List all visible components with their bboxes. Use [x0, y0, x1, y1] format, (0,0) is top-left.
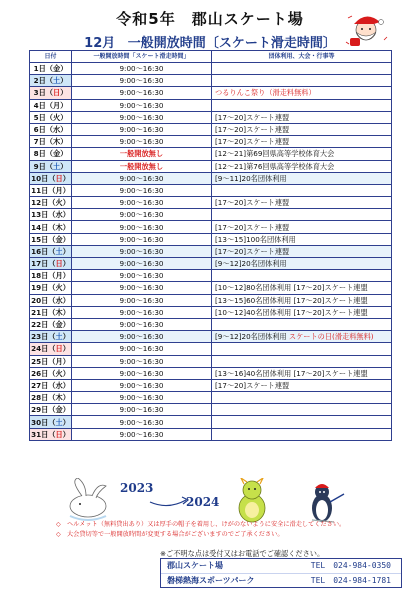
table-row: [30, 416, 392, 428]
day-of-week: 土: [55, 246, 63, 256]
day-of-week: 土: [55, 332, 63, 342]
open-hours-cell: 9:00〜16:30: [72, 99, 212, 111]
open-hours-cell: 9:00〜16:30: [72, 367, 212, 379]
day-of-week: 金: [53, 64, 61, 74]
date-cell: 16日（土）: [31, 246, 70, 256]
event-text: [17〜20]スケート連盟: [215, 137, 290, 147]
event-text: [10〜12]40名団体利用 [17〜20]スケート連盟: [215, 307, 368, 317]
open-hours-cell: 9:00〜16:30: [72, 331, 212, 343]
day-number: 22日: [31, 320, 49, 330]
open-hours-cell: 9:00〜16:30: [72, 136, 212, 148]
table-row: [30, 392, 392, 404]
date-cell: 29日（金）: [31, 405, 70, 415]
table-row: [30, 99, 392, 111]
day-number: 8日: [33, 149, 46, 159]
date-cell: 17日（日）: [31, 259, 70, 269]
schedule-body: [30, 63, 392, 441]
date-cell: 30日（土）: [31, 417, 70, 427]
open-hours-cell: 9:00〜16:30: [72, 197, 212, 209]
day-of-week: 木: [55, 393, 63, 403]
day-number: 9日: [33, 161, 46, 171]
table-row: [30, 318, 392, 330]
event-cell: [212, 209, 392, 221]
day-number: 11日: [31, 185, 49, 195]
open-hours-cell: 9:00〜16:30: [72, 87, 212, 99]
day-number: 24日: [31, 344, 49, 354]
event-cell: [212, 367, 392, 379]
date-cell: 4日（月）: [30, 99, 72, 111]
event-cell: [212, 270, 392, 282]
day-number: 7日: [33, 137, 46, 147]
table-row: [30, 111, 392, 123]
table-row: [30, 245, 392, 257]
date-cell: 20日（水）: [31, 295, 70, 305]
table-row: [30, 87, 392, 99]
table-row: [30, 136, 392, 148]
table-header-row: [30, 51, 392, 63]
contact-name: 磐梯熱海スポーツパーク: [167, 575, 255, 585]
date-cell: 26日（火）: [31, 368, 70, 378]
event-cell: [212, 258, 392, 270]
date-cell: 15日（金）: [31, 234, 70, 244]
event-cell: [212, 428, 392, 440]
day-of-week: 土: [53, 76, 61, 86]
open-hours-cell: 9:00〜16:30: [72, 306, 212, 318]
day-number: 20日: [31, 295, 49, 305]
day-number: 6日: [33, 125, 46, 135]
event-text: [13〜15]60名団体利用 [17〜20]スケート連盟: [215, 295, 368, 305]
column-header-open-hours: 一般開放時間「スケート滑走時間」: [72, 51, 212, 63]
event-cell: [212, 184, 392, 196]
day-number: 28日: [31, 393, 49, 403]
note-helmet: ◇ ヘルメット（無料貸出あり）又は厚手の帽子を着用し、けがのないように安全に滑走してください。: [56, 521, 346, 528]
event-cell: [212, 99, 392, 111]
date-cell: 5日（火）: [30, 111, 72, 123]
day-number: 29日: [31, 405, 49, 415]
table-row: [30, 367, 392, 379]
day-number: 12日: [31, 198, 49, 208]
date-cell: 22日（金）: [31, 320, 70, 330]
subtitle-bracket: 〔スケート滑走時間〕: [205, 36, 336, 51]
day-number: 27日: [31, 380, 49, 390]
open-hours-cell: 9:00〜16:30: [72, 355, 212, 367]
date-cell: 9日（土）: [30, 160, 72, 172]
table-row: [30, 282, 392, 294]
date-cell: 24日（日）: [31, 344, 70, 354]
day-of-week: 金: [55, 405, 63, 415]
table-row: [30, 209, 392, 221]
date-cell: 18日（月）: [31, 271, 70, 281]
event-text: [17〜20]スケート連盟: [215, 112, 290, 122]
day-of-week: 日: [55, 259, 63, 269]
day-number: 26日: [31, 368, 49, 378]
open-hours-cell: 9:00〜16:30: [72, 184, 212, 196]
table-row: [30, 233, 392, 245]
day-of-week: 月: [55, 356, 63, 366]
day-of-week: 木: [55, 222, 63, 232]
open-hours-cell: 9:00〜16:30: [72, 75, 212, 87]
event-cell: [212, 306, 392, 318]
event-cell: [212, 160, 392, 172]
open-hours-cell: 9:00〜16:30: [72, 404, 212, 416]
date-cell: 21日（木）: [31, 307, 70, 317]
event-cell: [212, 404, 392, 416]
event-text: [9〜12]20名団体利用: [215, 259, 287, 269]
day-of-week: 水: [55, 210, 63, 220]
day-of-week: 金: [55, 320, 63, 330]
day-number: 14日: [31, 222, 49, 232]
table-row: [30, 306, 392, 318]
event-text: つるりんこ祭り（滑走料無料）: [215, 88, 316, 98]
day-of-week: 火: [55, 198, 63, 208]
open-hours-cell: 9:00〜16:30: [72, 343, 212, 355]
contact-question: ※ご不明な点は受付又はお電話でご確認ください。: [160, 549, 325, 558]
day-number: 15日: [31, 234, 49, 244]
table-row: [30, 404, 392, 416]
day-of-week: 金: [55, 234, 63, 244]
open-hours-cell: 9:00〜16:30: [72, 221, 212, 233]
day-of-week: 月: [55, 271, 63, 281]
day-number: 16日: [31, 246, 49, 256]
open-hours-cell: 9:00〜16:30: [72, 172, 212, 184]
event-cell: [212, 379, 392, 391]
event-cell: [212, 172, 392, 184]
month-label: 12月: [84, 36, 116, 51]
open-hours-cell: 9:00〜16:30: [72, 294, 212, 306]
table-row: [30, 428, 392, 440]
event-cell: [212, 136, 392, 148]
notes: [56, 520, 396, 540]
date-cell: 31日（日）: [31, 429, 70, 439]
event-cell: [212, 148, 392, 160]
event-text: [9〜11]20名団体利用: [215, 173, 287, 183]
date-cell: 3日（日）: [30, 87, 72, 99]
day-of-week: 木: [55, 307, 63, 317]
contact-phone[interactable]: TEL 024-984-1781: [310, 575, 391, 585]
day-of-week: 土: [53, 161, 61, 171]
event-text: [13〜15]100名団体利用: [215, 234, 296, 244]
day-of-week: 日: [55, 173, 63, 183]
date-cell: 8日（金）: [30, 148, 72, 160]
date-cell: 25日（月）: [31, 356, 70, 366]
event-cell: [212, 233, 392, 245]
table-row: [30, 197, 392, 209]
table-row: [30, 160, 392, 172]
date-cell: 28日（木）: [31, 393, 70, 403]
santa-illustration: [344, 10, 388, 48]
event-text: [17〜20]スケート連盟: [215, 198, 290, 208]
rabbit-illustration: [70, 478, 106, 520]
table-row: [30, 355, 392, 367]
event-text: [17〜20]スケート連盟: [215, 125, 290, 135]
day-of-week: 水: [53, 125, 61, 135]
date-cell: 23日（土）: [31, 332, 70, 342]
year-to: 2024: [186, 495, 220, 509]
day-of-week: 金: [53, 149, 61, 159]
date-cell: 7日（木）: [30, 136, 72, 148]
open-hours-cell: 9:00〜16:30: [72, 379, 212, 391]
event-text: [17〜20]スケート連盟: [215, 222, 290, 232]
event-cell: [212, 245, 392, 257]
table-row: [30, 331, 392, 343]
day-number: 30日: [31, 417, 49, 427]
date-cell: 6日（水）: [30, 123, 72, 135]
open-hours-cell: 9:00〜16:30: [72, 428, 212, 440]
penguin-illustration: [312, 484, 344, 522]
open-hours-cell: 一般開放無し: [72, 148, 212, 160]
contact-row: [161, 559, 401, 573]
open-hours-cell: 9:00〜16:30: [72, 282, 212, 294]
event-text-highlight: スケートの日(滑走料無料): [288, 332, 374, 342]
day-of-week: 火: [55, 283, 63, 293]
table-row: [30, 75, 392, 87]
event-text: [12〜21]第76回県高等学校体育大会: [215, 161, 335, 171]
table-row: [30, 148, 392, 160]
day-number: 5日: [33, 112, 46, 122]
day-number: 21日: [31, 307, 49, 317]
table-row: [30, 221, 392, 233]
day-number: 2日: [33, 76, 46, 86]
day-of-week: 水: [55, 295, 63, 305]
event-cell: [212, 416, 392, 428]
day-of-week: 日: [53, 88, 61, 98]
event-cell: [212, 294, 392, 306]
day-number: 10日: [31, 173, 49, 183]
table-row: [30, 270, 392, 282]
subtitle-label: 一般開放時間: [127, 36, 206, 51]
day-number: 19日: [31, 283, 49, 293]
dragon-illustration: [239, 478, 265, 522]
table-row: [30, 172, 392, 184]
event-cell: [212, 87, 392, 99]
table-row: [30, 379, 392, 391]
column-header-date: 日付: [30, 51, 72, 63]
open-hours-cell: 9:00〜16:30: [72, 258, 212, 270]
date-cell: 14日（木）: [31, 222, 70, 232]
day-number: 3日: [33, 88, 46, 98]
event-text: [9〜12]20名団体利用: [215, 332, 287, 342]
contact-row: [161, 573, 401, 588]
open-hours-cell: 一般開放無し: [72, 160, 212, 172]
open-hours-cell: 9:00〜16:30: [72, 63, 212, 75]
date-cell: 13日（水）: [31, 210, 70, 220]
table-row: [30, 123, 392, 135]
day-of-week: 火: [53, 112, 61, 122]
arrow-right-icon: [150, 500, 186, 506]
table-row: [30, 343, 392, 355]
date-cell: 12日（火）: [31, 198, 70, 208]
day-of-week: 火: [55, 368, 63, 378]
day-of-week: 日: [55, 429, 63, 439]
open-hours-cell: 9:00〜16:30: [72, 245, 212, 257]
table-row: [30, 258, 392, 270]
year-from: 2023: [120, 481, 154, 495]
day-number: 23日: [31, 332, 49, 342]
date-cell: 11日（月）: [31, 185, 70, 195]
page-title: 令和5年 郡山スケート場: [116, 10, 304, 28]
event-cell: [212, 318, 392, 330]
event-cell: [212, 392, 392, 404]
open-hours-cell: 9:00〜16:30: [72, 209, 212, 221]
event-cell: [212, 331, 392, 343]
event-cell: [212, 63, 392, 75]
day-of-week: 月: [53, 100, 61, 110]
date-cell: 2日（土）: [30, 75, 72, 87]
open-hours-cell: 9:00〜16:30: [72, 123, 212, 135]
open-hours-cell: 9:00〜16:30: [72, 318, 212, 330]
schedule-table: [29, 50, 392, 441]
table-row: [30, 294, 392, 306]
contact-phone[interactable]: TEL 024-984-0350: [310, 561, 391, 570]
table-row: [30, 184, 392, 196]
event-text: [13〜16]40名団体利用 [17〜20]スケート連盟: [215, 368, 368, 378]
day-number: 1日: [33, 64, 46, 74]
note-schedule-change: ◇ 大会貸切等で一般開放時間が変更する場合がございますのでご了承ください。: [56, 531, 284, 538]
day-of-week: 月: [55, 185, 63, 195]
event-text: [17〜20]スケート連盟: [215, 380, 290, 390]
event-cell: [212, 111, 392, 123]
date-cell: 10日（日）: [31, 173, 70, 183]
date-cell: 1日（金）: [30, 63, 72, 75]
date-cell: 19日（火）: [31, 283, 70, 293]
open-hours-cell: 9:00〜16:30: [72, 233, 212, 245]
open-hours-cell: 9:00〜16:30: [72, 416, 212, 428]
day-of-week: 水: [55, 380, 63, 390]
day-of-week: 日: [55, 344, 63, 354]
date-cell: 27日（水）: [31, 380, 70, 390]
event-cell: [212, 75, 392, 87]
event-cell: [212, 221, 392, 233]
event-text: [17〜20]スケート連盟: [215, 246, 290, 256]
event-cell: [212, 282, 392, 294]
event-cell: [212, 123, 392, 135]
open-hours-cell: 9:00〜16:30: [72, 111, 212, 123]
open-hours-cell: 9:00〜16:30: [72, 392, 212, 404]
day-number: 4日: [33, 100, 46, 110]
day-of-week: 木: [53, 137, 61, 147]
day-number: 25日: [31, 356, 49, 366]
contact-box: [160, 558, 402, 588]
event-cell: [212, 343, 392, 355]
day-number: 17日: [31, 259, 49, 269]
column-header-events: 団体利用、大会・行事等: [212, 51, 392, 63]
day-number: 13日: [31, 210, 49, 220]
day-number: 31日: [31, 429, 49, 439]
table-row: [30, 63, 392, 75]
event-cell: [212, 197, 392, 209]
day-number: 18日: [31, 271, 49, 281]
event-text: [10〜12]80名団体利用 [17〜20]スケート連盟: [215, 283, 368, 293]
event-cell: [212, 355, 392, 367]
day-of-week: 土: [55, 417, 63, 427]
event-text: [12〜21]第69回県高等学校体育大会: [215, 149, 335, 159]
open-hours-cell: 9:00〜16:30: [72, 270, 212, 282]
contact-name: 郡山スケート場: [167, 561, 223, 570]
